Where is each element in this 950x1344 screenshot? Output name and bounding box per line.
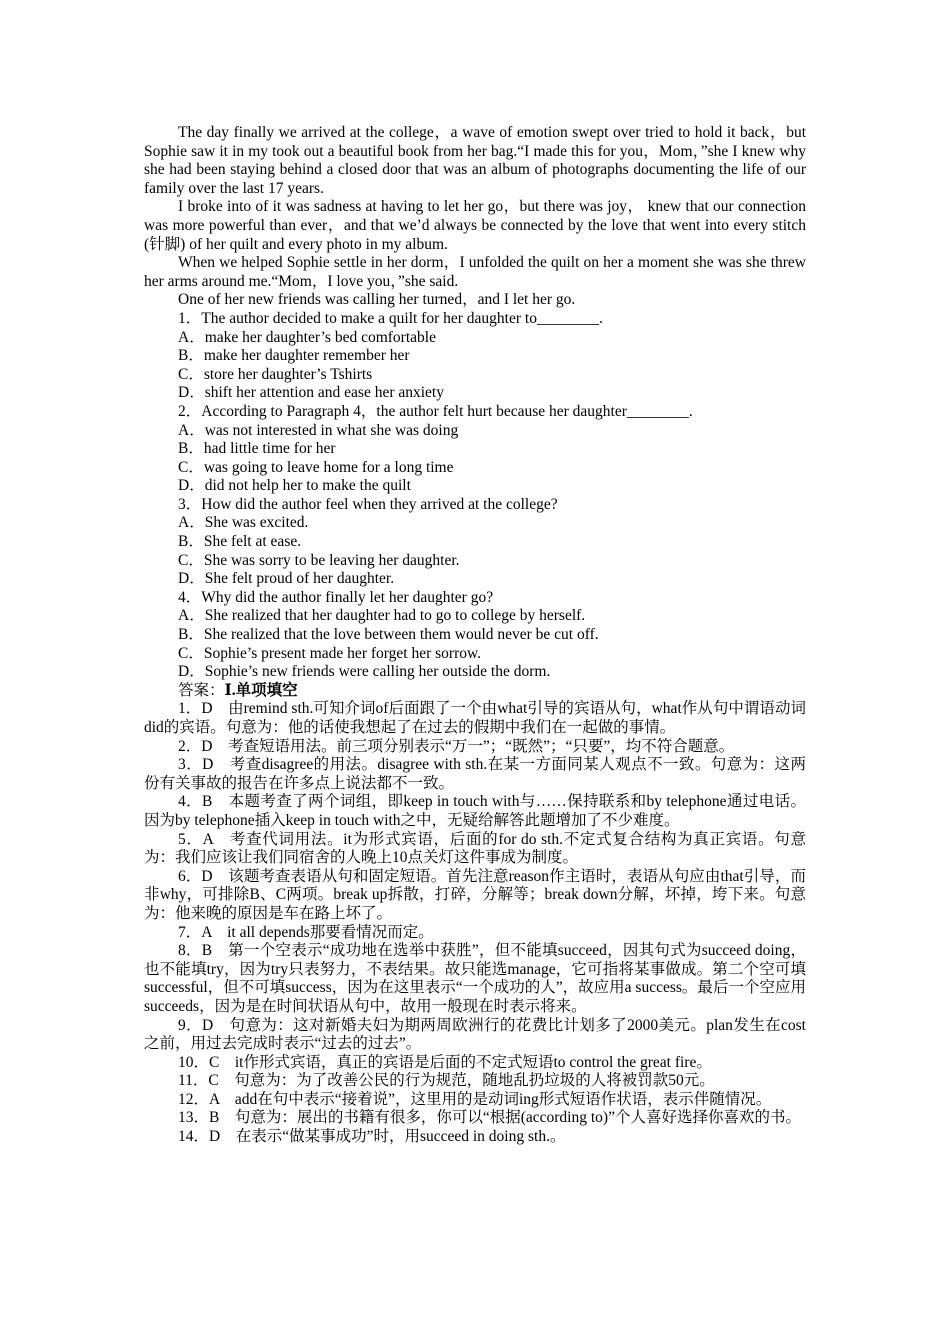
passage-paragraph: I broke into of it was sadness at having to let her go，but there was joy， knew that our connection was more powerful than ever，and that we’d always be connected by the love that went into every stitch (针脚) of her quilt and every photo in my album. — [144, 198, 806, 253]
answer-label: 答案： — [178, 681, 225, 699]
question-stem: 2．According to Paragraph 4，the author felt hurt because her daughter________. — [178, 402, 693, 420]
answer-item: 7．A it all depends那要看情况而定。 — [178, 923, 434, 941]
question-option: A．She was excited. — [178, 514, 309, 532]
question-option: D．shift her attention and ease her anxiety — [178, 384, 444, 402]
question-option: D．did not help her to make the quilt — [178, 477, 411, 495]
answer-item: 8．B 第一个空表示“成功地在选举中获胜”，但不能填succeed，因其句式为succeed doing，也不能填try，因为try只表努力，不表结果。故只能选manage，它可指将某事做成。第二个空可填successful，但不可填success，因为在这里表示“一个成功的人”，故应用a success。最后一个空应用succeeds，因为是在时间状语从句中，故用一般现在时表示将来。 — [144, 942, 806, 1015]
question-option: D．Sophie’s new friends were calling her outside the dorm. — [178, 663, 551, 681]
question-option: B．She realized that the love between them would never be cut off. — [178, 626, 599, 644]
question-option: C．She was sorry to be leaving her daughter. — [178, 551, 460, 569]
passage-paragraph: One of her new friends was calling her turned，and I let her go. — [178, 291, 576, 309]
answer-item: 9．D 句意为：这对新婚夫妇为期两周欧洲行的花费比计划多了2000美元。plan发生在cost之前，用过去完成时表示“过去的过去”。 — [144, 1016, 806, 1053]
answer-item: 12．A add在句中表示“接着说”，这里用的是动词ing形式短语作状语，表示伴随情况。 — [178, 1090, 772, 1108]
question-stem: 1．The author decided to make a quilt for her daughter to________. — [178, 309, 603, 327]
answer-item: 14．D 在表示“做某事成功”时，用succeed in doing sth.。 — [178, 1128, 566, 1146]
question-1 — [144, 310, 806, 403]
question-stem: 4．Why did the author finally let her daughter go? — [178, 588, 494, 606]
question-option: B．make her daughter remember her — [178, 347, 410, 365]
passage-paragraph: When we helped Sophie settle in her dorm，I unfolded the quilt on her a moment she was she threw her arms around me.“Mom，I love you，”she said. — [144, 254, 806, 290]
question-3 — [144, 496, 806, 589]
answer-item: 5．A 考查代词用法。it为形式宾语，后面的for do sth.不定式复合结构为真正宾语。句意为：我们应该让我们同宿舍的人晚上10点关灯这件事成为制度。 — [144, 830, 806, 867]
question-option: A．was not interested in what she was doing — [178, 421, 459, 439]
answer-item: 4．B 本题考查了两个词组，即keep in touch with与……保持联系和by telephone通过电话。因为by telephone插入keep in touch with之中，无疑给解答此题增加了不少难度。 — [144, 793, 806, 829]
question-stem: 3．How did the author feel when they arrived at the college? — [178, 495, 558, 513]
answer-item: 11．C 句意为：为了改善公民的行为规范，随地乱扔垃圾的人将被罚款50元。 — [178, 1072, 715, 1090]
answer-item: 1．D 由remind sth.可知介词of后面跟了一个由what引导的宾语从句，what作从句中谓语动词did的宾语。句意为：他的话使我想起了在过去的假期中我们在一起做的事情。 — [144, 700, 806, 736]
question-option: D．She felt proud of her daughter. — [178, 570, 395, 588]
question-2 — [144, 403, 806, 496]
document-page — [144, 124, 806, 1147]
passage-paragraph: The day finally we arrived at the college，a wave of emotion swept over tried to hold it back，but Sophie saw it in my took out a beautiful book from her bag.“I made this for you，Mom，”she I knew why she had been staying behind a closed door that was an album of photographs documenting the life of our family over the last 17 years. — [144, 124, 806, 197]
answer-heading — [144, 682, 806, 701]
question-option: B．She felt at ease. — [178, 533, 302, 551]
answer-item: 3．D 考查disagree的用法。disagree with sth.在某一方面同某人观点不一致。句意为：这两份有关事故的报告在许多点上说法都不一致。 — [144, 756, 806, 792]
answer-item: 13．B 句意为：展出的书籍有很多，你可以“根据(according to)”个人喜好选择你喜欢的书。 — [178, 1109, 801, 1127]
question-option: A．make her daughter’s bed comfortable — [178, 328, 436, 346]
question-option: C．Sophie’s present made her forget her sorrow. — [178, 644, 482, 662]
question-4 — [144, 589, 806, 682]
question-option: A．She realized that her daughter had to go to college by herself. — [178, 607, 586, 625]
answer-section-title: Ⅰ.单项填空 — [224, 681, 298, 699]
answer-item: 2．D 考查短语用法。前三项分别表示“万一”；“既然”；“只要”，均不符合题意。 — [178, 737, 735, 755]
question-option: C．store her daughter’s Tshirts — [178, 365, 373, 383]
question-option: C．was going to leave home for a long time — [178, 458, 454, 476]
answer-item: 10．C it作形式宾语，真正的宾语是后面的不定式短语to control the great fire。 — [178, 1053, 712, 1071]
answer-item: 6．D 该题考查表语从句和固定短语。首先注意reason作主语时，表语从句应由that引导，而非why，可排除B、C两项。break up拆散，打碎，分解等；break down分解，坏掉，垮下来。句意为：他来晚的原因是车在路上坏了。 — [144, 867, 806, 922]
answer-list — [144, 700, 806, 1146]
question-option: B．had little time for her — [178, 440, 336, 458]
